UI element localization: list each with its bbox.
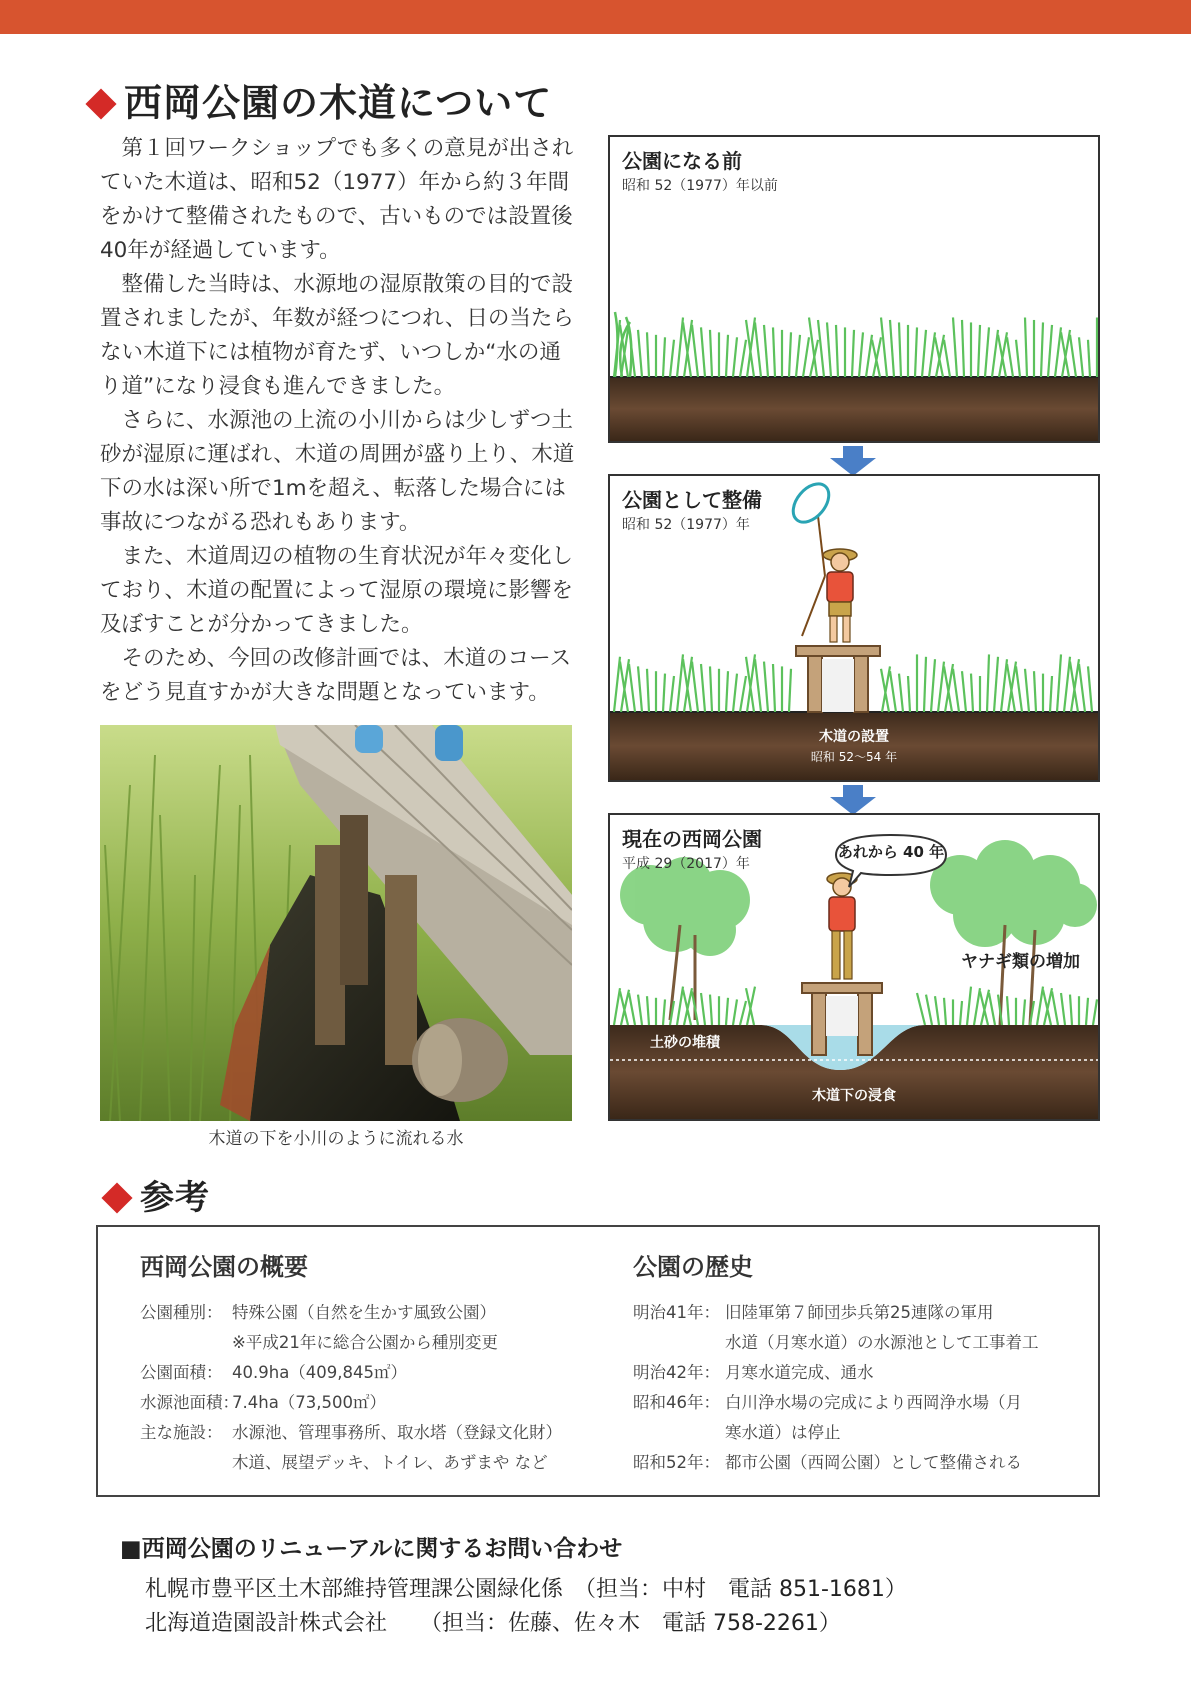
panel-park-development xyxy=(608,474,1100,782)
reference-row xyxy=(140,1329,498,1353)
paragraph-3: さらに、水源池の上流の小川からは少しずつ土砂が湿原に運ばれ、木道の周囲が盛り上り、木道下の水は深い所で1mを超え、転落した場合には事故につながる恐れもあります。 xyxy=(100,408,575,535)
section-title-reference xyxy=(100,1170,210,1219)
row-value: 7.4ha（73,500㎡） xyxy=(232,1393,387,1412)
grass-illustration xyxy=(614,317,1097,377)
reference-row xyxy=(140,1299,496,1323)
row-value: 白川浄水場の完成により西岡浄水場（月 xyxy=(725,1393,1022,1412)
willow-label: ヤナギ類の増加 xyxy=(961,952,1080,972)
row-value: 寒水道）は停止 xyxy=(725,1423,841,1442)
speech-text: あれから 40 年 xyxy=(837,843,945,861)
reference-box xyxy=(96,1225,1100,1497)
row-value: 40.9ha（409,845㎡） xyxy=(232,1363,408,1382)
row-key: 昭和52年： xyxy=(633,1453,720,1472)
reference-row xyxy=(633,1299,994,1323)
panel-subtitle: 平成 29（2017）年 xyxy=(622,856,750,872)
ground-sublabel: 昭和 52〜54 年 xyxy=(810,750,898,764)
diamond-bullet-icon xyxy=(101,1182,132,1213)
overview-heading: 西岡公園の概要 xyxy=(140,1253,308,1281)
contact-line-city: 札幌市豊平区土木部維持管理課公園緑化係 （担当：中村 電話 851-1681） xyxy=(145,1577,907,1602)
reference-row xyxy=(633,1419,841,1443)
row-value: ※平成21年に総合公園から種別変更 xyxy=(232,1333,498,1352)
grass-illustration xyxy=(881,654,1092,712)
diamond-bullet-icon xyxy=(85,88,116,119)
person-with-net-illustration xyxy=(786,477,857,642)
panel-subtitle: 昭和 52（1977）年以前 xyxy=(622,178,778,194)
paragraph-1: 第１回ワークショップでも多くの意見が出されていた木道は、昭和52（1977）年から約３年間をかけて整備されたもので、古いものでは設置後40年が経過しています。 xyxy=(100,136,574,263)
history-heading: 公園の歴史 xyxy=(633,1253,753,1281)
person-hiker-illustration xyxy=(827,873,857,979)
row-value: 都市公園（西岡公園）として整備される xyxy=(725,1453,1022,1472)
grass-illustration xyxy=(614,987,755,1025)
contact-line-company: 北海道造園設計株式会社 （担当：佐藤、佐々木 電話 758-2261） xyxy=(145,1611,841,1636)
row-value: 木道、展望デッキ、トイレ、あずまや など xyxy=(232,1453,548,1472)
reference-row xyxy=(633,1359,874,1383)
sediment-label: 土砂の堆積 xyxy=(650,1035,720,1051)
panel-current-park xyxy=(608,813,1100,1121)
panel-title: 現在の西岡公園 xyxy=(622,827,762,851)
row-key: 主な施設： xyxy=(140,1423,223,1442)
row-key: 昭和46年： xyxy=(633,1393,720,1412)
row-value: 特殊公園（自然を生かす風致公園） xyxy=(232,1303,496,1322)
row-key: 公園面積： xyxy=(140,1363,223,1382)
grass-illustration xyxy=(917,987,1097,1025)
erosion-label: 木道下の浸食 xyxy=(812,1088,896,1104)
down-arrow-icon xyxy=(830,785,876,815)
row-key: 明治41年： xyxy=(633,1303,720,1322)
panel-title: 公園として整備 xyxy=(622,488,762,512)
paragraph-2: 整備した当時は、水源地の湿原散策の目的で設置されましたが、年数が経つにつれ、日の当たらない木道下には植物が育たず、いつしか“水の通り道”になり浸食も進んできました。 xyxy=(100,272,574,399)
tree-right-illustration xyxy=(930,840,1097,947)
paragraph-5: そのため、今回の改修計画では、木道のコースをどう見直すかが大きな問題となっています。 xyxy=(100,646,572,705)
row-key: 明治42年： xyxy=(633,1363,720,1382)
down-arrow-icon xyxy=(830,446,876,476)
reference-row xyxy=(140,1389,386,1413)
panel-title: 公園になる前 xyxy=(622,149,742,173)
contact-title: ■西岡公園のリニューアルに関するお問い合わせ xyxy=(120,1536,623,1562)
reference-row xyxy=(633,1329,1039,1353)
row-key: 水源池面積： xyxy=(140,1393,239,1412)
reference-row xyxy=(140,1419,562,1443)
paragraph-4: また、木道周辺の植物の生育状況が年々変化しており、木道の配置によって湿原の環境に影響を及ぼすことが分かってきました。 xyxy=(100,544,574,637)
section-title-text: 西岡公園の木道について xyxy=(124,81,553,125)
section-title-text: 参考 xyxy=(140,1178,210,1218)
top-accent-bar xyxy=(0,0,1191,34)
boardwalk-photo xyxy=(100,725,572,1121)
panel-before-park xyxy=(608,135,1100,443)
row-value: 水道（月寒水道）の水源池として工事着工 xyxy=(725,1333,1039,1352)
intro-text xyxy=(100,132,575,710)
ground-label: 木道の設置 xyxy=(819,729,889,745)
grass-illustration xyxy=(614,654,791,712)
row-key: 公園種別： xyxy=(140,1303,223,1322)
boardwalk-deck xyxy=(796,646,880,656)
section-title-boardwalk xyxy=(84,72,552,127)
reference-row xyxy=(633,1389,1022,1413)
reference-row xyxy=(633,1449,1022,1473)
row-value: 月寒水道完成、通水 xyxy=(725,1363,874,1382)
reference-row xyxy=(140,1449,548,1473)
panel-subtitle: 昭和 52（1977）年 xyxy=(622,517,750,533)
photo-caption: 木道の下を小川のように流れる水 xyxy=(208,1129,464,1149)
row-value: 旧陸軍第７師団歩兵第25連隊の軍用 xyxy=(725,1303,994,1322)
row-value: 水源池、管理事務所、取水塔（登録文化財） xyxy=(232,1423,562,1442)
reference-row xyxy=(140,1359,407,1383)
